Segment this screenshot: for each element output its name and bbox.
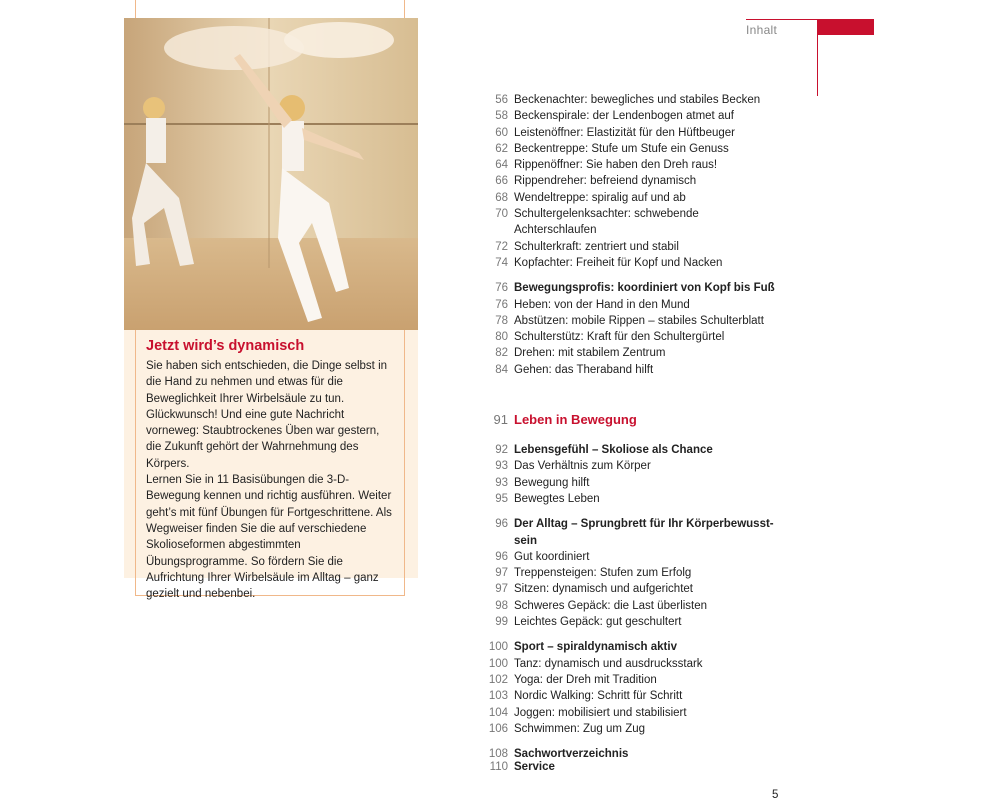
entry-title: Bewegtes Leben: [514, 492, 600, 505]
entry-title: Abstützen: mobile Rippen – stabiles Schulterblatt: [514, 314, 764, 327]
entry-title: Treppensteigen: Stufen zum Erfolg: [514, 567, 692, 580]
page-ref: 100: [488, 641, 508, 654]
toc-entry[interactable]: [480, 598, 780, 614]
toc-section-heading[interactable]: [480, 762, 780, 772]
entry-title: Sachwortverzeichnis: [514, 748, 629, 761]
toc-entry[interactable]: [480, 458, 780, 474]
page-ref: 58: [495, 110, 508, 123]
page-ref: 60: [495, 126, 508, 139]
page-ref: 62: [495, 142, 508, 155]
entry-title: Service: [514, 761, 555, 774]
entry-title: Tanz: dynamisch und ausdrucksstark: [514, 657, 703, 670]
entry-title: Beckentreppe: Stufe um Stufe ein Genuss: [514, 142, 729, 155]
toc-entry[interactable]: [480, 157, 780, 173]
page-ref: 74: [495, 256, 508, 269]
page-ref: 82: [495, 347, 508, 360]
page-ref: 56: [495, 94, 508, 106]
entry-title: sein: [514, 534, 538, 547]
toc-section-heading[interactable]: [480, 516, 780, 532]
sidebar-title: Jetzt wird’s dynamisch: [146, 338, 305, 354]
entry-title: Beckenspirale: der Lendenbogen atmet auf: [514, 110, 734, 123]
entry-title: Sport – spiraldynamisch aktiv: [514, 641, 677, 654]
toc-section-heading[interactable]: [480, 746, 780, 762]
entry-title: Schwimmen: Zug um Zug: [514, 722, 646, 735]
toc-entry[interactable]: [480, 329, 780, 345]
entry-title: Lebensgefühl – Skoliose als Chance: [514, 444, 713, 457]
entry-title: Joggen: mobilisiert und stabilisiert: [514, 706, 687, 719]
page-ref: 96: [495, 518, 508, 531]
toc-entry[interactable]: [480, 206, 780, 222]
entry-title: Das Verhältnis zum Körper: [514, 460, 651, 473]
toc-entry[interactable]: [480, 475, 780, 491]
entry-title: Nordic Walking: Schritt für Schritt: [514, 690, 683, 703]
page-ref: 96: [495, 550, 508, 563]
toc-entry[interactable]: [480, 125, 780, 141]
page-ref: [480, 222, 508, 238]
entry-title: Gehen: das Theraband hilft: [514, 363, 654, 376]
sidebar-text: [146, 358, 396, 602]
toc-entry[interactable]: [480, 549, 780, 565]
toc-entry[interactable]: [480, 688, 780, 704]
toc-entry[interactable]: [480, 173, 780, 189]
entry-title: Heben: von der Hand in den Mund: [514, 298, 690, 311]
entry-title: Gut koordiniert: [514, 550, 590, 563]
page-ref: 72: [495, 240, 508, 253]
toc-group-e: [480, 639, 780, 737]
entry-title: Kopfachter: Freiheit für Kopf und Nacken: [514, 256, 723, 269]
entry-title: Bewegungsprofis: koordiniert von Kopf bis Fuß: [514, 282, 775, 295]
entry-title: Schulterstütz: Kraft für den Schultergürtel: [514, 331, 725, 344]
page-ref: 68: [495, 191, 508, 204]
page-ref: 110: [489, 761, 508, 774]
page-ref: 80: [495, 331, 508, 344]
toc-section-heading-continued[interactable]: [480, 533, 780, 549]
toc-group-d: [480, 516, 780, 630]
entry-title: Yoga: der Dreh mit Tradition: [514, 673, 657, 686]
toc-section-heading[interactable]: [480, 280, 780, 296]
page-ref: 98: [495, 599, 508, 612]
page-ref: 108: [488, 748, 508, 761]
toc-entry[interactable]: [480, 108, 780, 124]
dancer-photo: [124, 18, 418, 330]
entry-title: Der Alltag – Sprungbrett für Ihr Körperbewusst-: [514, 518, 774, 531]
toc-entry[interactable]: [480, 721, 780, 737]
toc-entry[interactable]: [480, 565, 780, 581]
page-ref: 78: [495, 314, 508, 327]
toc-entry[interactable]: [480, 239, 780, 255]
page-number: 5: [772, 789, 779, 801]
table-of-contents: [480, 92, 780, 772]
page-ref: 99: [495, 616, 508, 629]
toc-group-b: [480, 280, 780, 378]
header-label: Inhalt: [746, 23, 778, 37]
entry-title: Rippenöffner: Sie haben den Dreh raus!: [514, 159, 718, 172]
toc-entry[interactable]: [480, 656, 780, 672]
toc-entry[interactable]: [480, 141, 780, 157]
entry-title: Schulterkraft: zentriert und stabil: [514, 240, 679, 253]
page-ref: 66: [495, 175, 508, 188]
page-ref: 93: [495, 460, 508, 473]
toc-entry[interactable]: [480, 255, 780, 271]
toc-group-c: [480, 442, 780, 507]
toc-group-f: [480, 746, 780, 772]
page-ref: 93: [495, 476, 508, 489]
entry-title: Achterschlaufen: [514, 224, 597, 237]
entry-title: Bewegung hilft: [514, 476, 590, 489]
page-ref: 95: [495, 492, 508, 505]
toc-entry[interactable]: [480, 491, 780, 507]
toc-entry[interactable]: [480, 190, 780, 206]
toc-entry[interactable]: [480, 297, 780, 313]
toc-entry[interactable]: [480, 345, 780, 361]
sidebar-paragraph: Lernen Sie in 11 Basisübungen die 3-D-Bewegung kennen und richtig ausführen. Weiter geht’s mit fünf Übungen für Fortgeschrittene. Als Wegweiser finden Sie die auf verschiedene Skolioseformen abgestimmten Übungsprogramme. So fördern Sie die Aufrichtung Ihrer Wirbelsäule im Alltag – ganz gezielt und nebenbei.: [146, 474, 392, 601]
page-ref: 64: [495, 159, 508, 172]
entry-title: Leichtes Gepäck: gut geschultert: [514, 616, 682, 629]
toc-entry[interactable]: [480, 672, 780, 688]
entry-title: Drehen: mit stabilem Zentrum: [514, 347, 666, 360]
entry-title: Beckenachter: bewegliches und stabiles Becken: [514, 94, 761, 106]
page-ref: [480, 533, 508, 549]
toc-entry[interactable]: [480, 92, 780, 108]
page-ref: 106: [488, 722, 508, 735]
entry-title: Wendeltreppe: spiralig auf und ab: [514, 191, 686, 204]
toc-entry[interactable]: [480, 614, 780, 630]
entry-title: Leistenöffner: Elastizität für den Hüftbeuger: [514, 126, 735, 139]
page-ref: 70: [495, 208, 508, 221]
page-ref: 102: [488, 673, 508, 686]
toc-entry[interactable]: [480, 362, 780, 378]
page-ref: 97: [495, 583, 508, 596]
entry-title: Schweres Gepäck: die Last überlisten: [514, 599, 708, 612]
toc-entry[interactable]: [480, 705, 780, 721]
header-red-bar: [818, 19, 874, 35]
entry-title: Sitzen: dynamisch und aufgerichtet: [514, 583, 693, 596]
entry-title: Rippendreher: befreiend dynamisch: [514, 175, 697, 188]
page-ref: 76: [495, 282, 508, 295]
toc-entry[interactable]: [480, 581, 780, 597]
toc-entry-continued[interactable]: [480, 222, 780, 238]
toc-chapter-heading[interactable]: [480, 411, 780, 429]
toc-entry[interactable]: [480, 313, 780, 329]
page-ref: 84: [495, 363, 508, 376]
page-ref: 104: [488, 706, 508, 719]
page-ref: 103: [488, 690, 508, 703]
toc-section-heading[interactable]: [480, 639, 780, 655]
page-ref: 97: [495, 567, 508, 580]
chapter-title: Leben in Bewegung: [514, 412, 637, 428]
page-ref: 91: [493, 412, 508, 428]
header-rule: [746, 19, 818, 20]
toc-group-a: [480, 92, 780, 271]
page-ref: 92: [495, 444, 508, 457]
sidebar-paragraph: Sie haben sich entschieden, die Dinge selbst in die Hand zu nehmen und etwas für die Beweglichkeit Ihrer Wirbelsäule zu tun. Glückwunsch! Und eine gute Nachricht vorneweg: Staubtrockenes Üben war gestern, die Zukunft gehört der Wahrnehmung des Körpers.: [146, 360, 388, 470]
page-ref: 100: [488, 657, 508, 670]
entry-title: Schultergelenksachter: schwebende: [514, 208, 699, 221]
page-ref: 76: [495, 298, 508, 311]
toc-section-heading[interactable]: [480, 442, 780, 458]
